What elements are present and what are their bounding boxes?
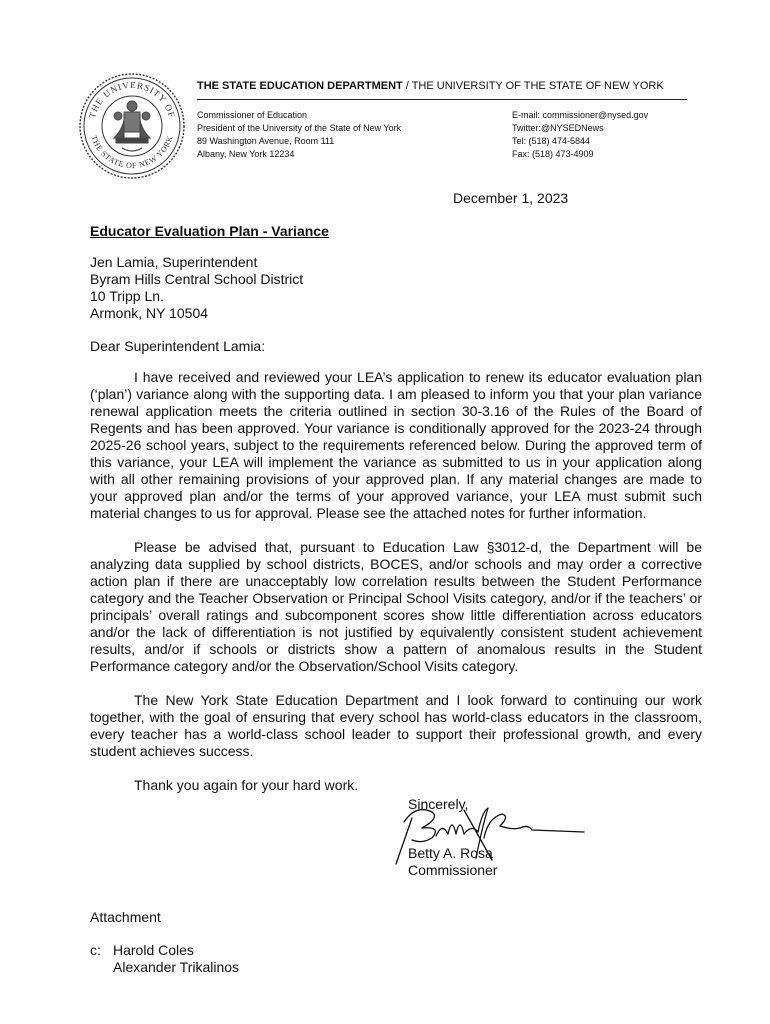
recipient-line: Armonk, NY 10504 bbox=[90, 305, 209, 321]
cc-name: Harold Coles bbox=[113, 942, 194, 958]
body-paragraph: Thank you again for your hard work. bbox=[134, 777, 359, 793]
attachment-label: Attachment bbox=[90, 909, 161, 925]
letterhead-university: / THE UNIVERSITY OF THE STATE OF NEW YORK bbox=[402, 80, 664, 92]
letterhead-address bbox=[197, 109, 401, 161]
body-paragraph: Please be advised that, pursuant to Education Law §3012-d, the Department will be analyzing data supplied by school districts, BOCES, and/or schools and may order a corrective action plan if there are unacceptably low correlation results between the Student Performance category and the Teacher Observation or Principal School Visits category, and/or if the teachers’ or principals’ overall ratings and subcomponent scores show little differentiation across educators and/or the lack of differentiation is not justified by equivalently consistent student achievement results, and/or if schools or districts show a pattern of anomalous results in the Student Performance category and/or the Observation/School Visits category. bbox=[90, 539, 702, 674]
recipient-line: 10 Tripp Ln. bbox=[90, 288, 164, 304]
seal-text-bottom: THE STATE OF NEW YORK bbox=[89, 134, 175, 171]
letterhead-fax: Fax: (518) 473-4909 bbox=[512, 149, 594, 159]
letterhead-address-line: Commissioner of Education bbox=[197, 110, 308, 120]
letterhead-department: THE STATE EDUCATION DEPARTMENT bbox=[197, 80, 403, 92]
letter-date: December 1, 2023 bbox=[453, 190, 569, 206]
letterhead-rule bbox=[197, 99, 687, 100]
letter-body bbox=[90, 369, 702, 811]
recipient-line: Byram Hills Central School District bbox=[90, 271, 304, 287]
letterhead-twitter: Twitter:@NYSEDNews bbox=[512, 123, 604, 133]
cc-label: c: bbox=[90, 942, 101, 958]
state-seal-logo bbox=[78, 72, 186, 180]
seal-text-top: THE UNIVERSITY OF bbox=[86, 79, 178, 120]
body-paragraph: The New York State Education Department and I look forward to continuing our work together, with the goal of ensuring that every school has world-class educators in the classroom, every teacher has a world-class school leader to support their professional growth, and every student achieves success. bbox=[90, 692, 702, 759]
letterhead-phone: Tel: (518) 474-5844 bbox=[512, 136, 591, 146]
signer-title: Commissioner bbox=[408, 862, 498, 878]
letterhead-address-line: Albany, New York 12234 bbox=[197, 149, 295, 159]
letterhead-address-line: President of the University of the State of New York bbox=[197, 123, 402, 133]
recipient-address bbox=[90, 254, 303, 322]
signer-name: Betty A. Rosa bbox=[408, 845, 493, 861]
body-paragraph: I have received and reviewed your LEA’s application to renew its educator evaluation plan (‘plan’) variance along with the supporting data. I am pleased to inform you that your plan variance renewal application meets the criteria outlined in section 30-3.16 of the Rules of the Board of Regents and has been approved. Your variance is conditionally approved for the 2023-24 through 2025-26 school years, subject to the requirements referenced below. During the approved term of this variance, your LEA will implement the variance as submitted to us in your application along with all other remaining provisions of your approved plan. If any material changes are made to your approved plan and/or the terms of your approved variance, your LEA must submit such material changes to us for approval. Please see the attached notes for further information. bbox=[90, 369, 702, 521]
letterhead-email: E-mail: commissioner@nysed.gov bbox=[512, 110, 649, 120]
cc-list bbox=[90, 942, 239, 976]
letterhead-contact bbox=[512, 109, 648, 161]
recipient-line: Jen Lamia, Superintendent bbox=[90, 254, 258, 270]
letterhead-address-line: 89 Washington Avenue, Room 111 bbox=[197, 136, 335, 146]
signer-block bbox=[408, 845, 497, 879]
letterhead-title bbox=[197, 80, 664, 92]
salutation: Dear Superintendent Lamia: bbox=[90, 338, 266, 354]
letter-subject: Educator Evaluation Plan - Variance bbox=[90, 223, 329, 239]
cc-name: Alexander Trikalinos bbox=[113, 959, 240, 975]
closing: Sincerely, bbox=[408, 796, 469, 812]
